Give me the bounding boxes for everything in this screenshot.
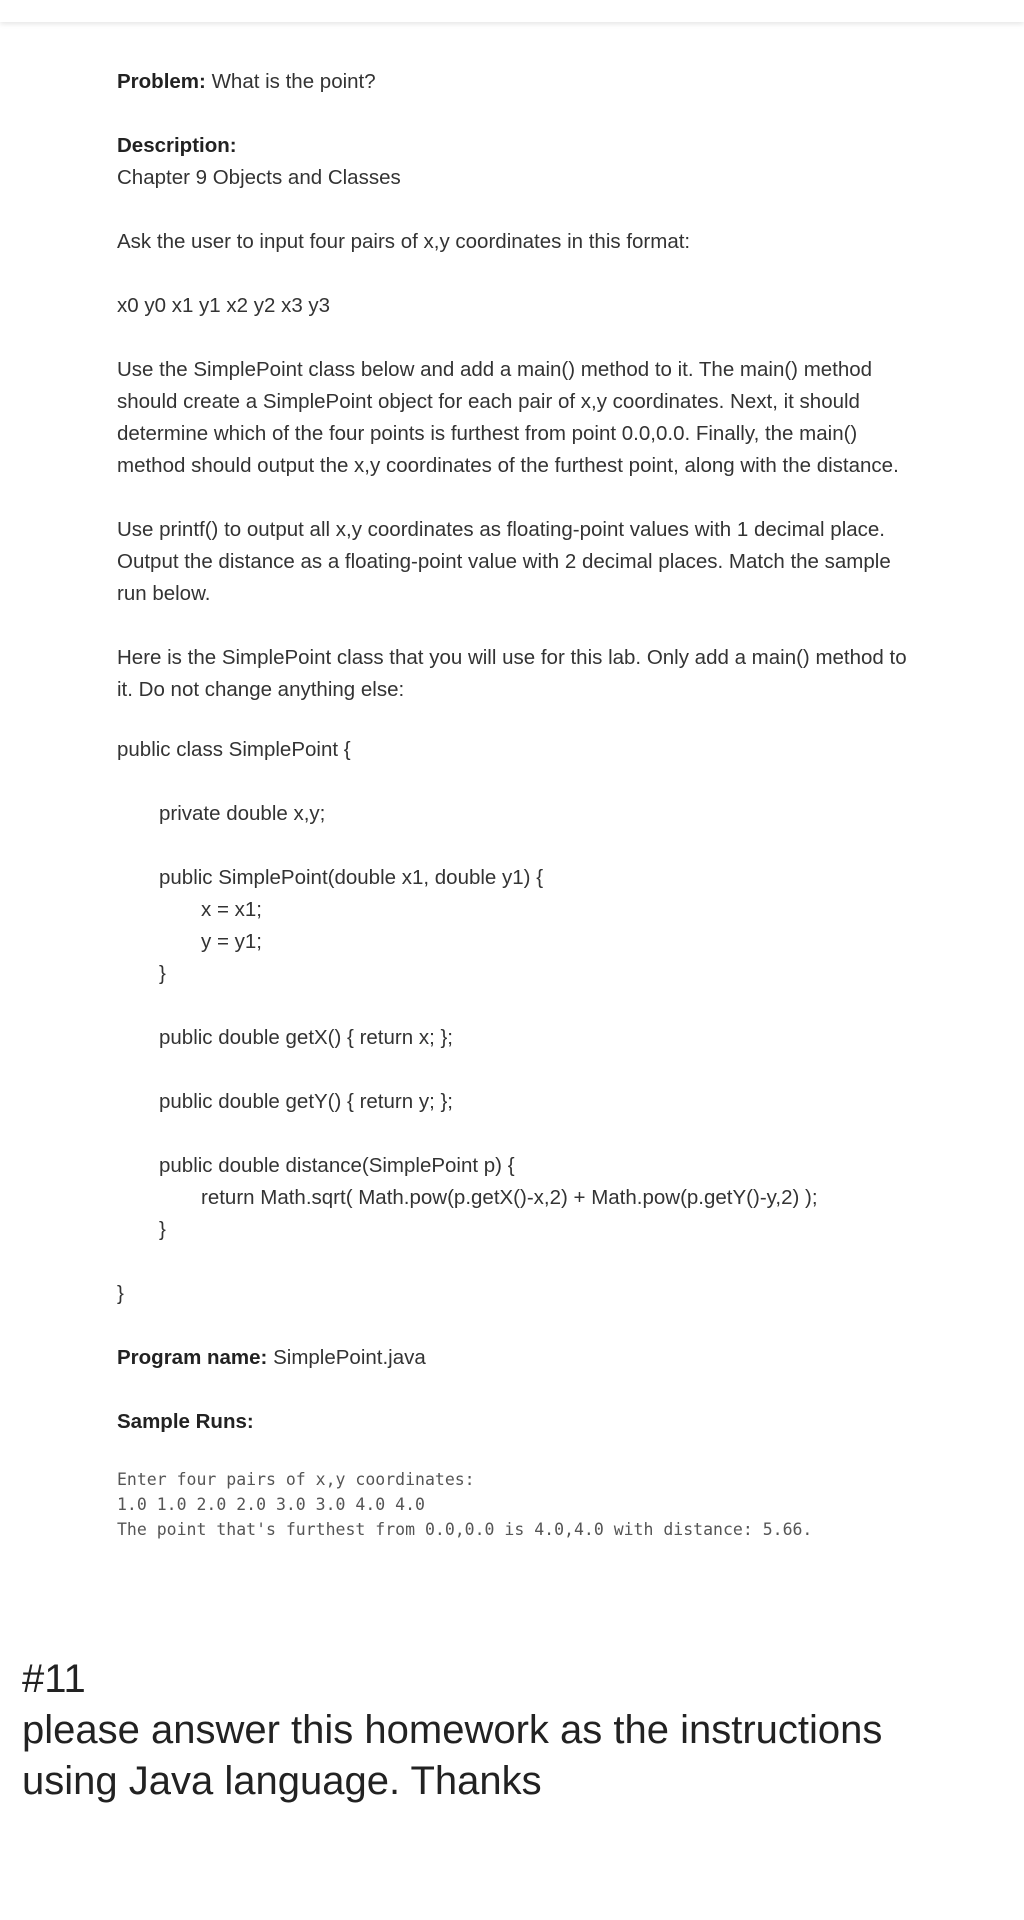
- code-line-close-constructor: }: [159, 962, 166, 985]
- code-line-assign-x: x = x1;: [201, 898, 262, 921]
- code-line-assign-y: y = y1;: [201, 930, 262, 953]
- format-text: x0 y0 x1 y1 x2 y2 x3 y3: [117, 294, 331, 317]
- problem-text: What is the point?: [211, 70, 376, 93]
- problem-label: Problem:: [117, 70, 206, 93]
- note-text-line: please answer this homework as the instructions: [22, 1708, 883, 1752]
- sample-output-line: 1.0 1.0 2.0 2.0 3.0 3.0 4.0 4.0: [117, 1495, 425, 1514]
- program-name-label: Program name:: [117, 1346, 268, 1369]
- program-name-value: SimplePoint.java: [273, 1346, 426, 1369]
- top-bar: [0, 0, 1024, 22]
- code-line-gety: public double getY() { return y; };: [159, 1090, 454, 1113]
- sample-output-line: The point that's furthest from 0.0,0.0 is 4.0,4.0 with distance: 5.66.: [117, 1520, 813, 1539]
- paragraph-main: Use the SimplePoint class below and add a main() method to it. The main() method should create a SimplePoint object for each pair of x,y coordinates. Next, it should determine which of the four points is furthest from point 0.0,0.0. Finally, the main() method should output the x,y coordinates of the furthest point, along with the distance.: [117, 358, 899, 477]
- code-line-close-class: }: [117, 1282, 124, 1305]
- code-line-close-method: }: [159, 1218, 166, 1241]
- chapter-text: Chapter 9 Objects and Classes: [117, 166, 401, 189]
- code-line-getx: public double getX() { return x; };: [159, 1026, 454, 1049]
- sample-runs-label: Sample Runs:: [117, 1410, 254, 1433]
- paragraph-class: Here is the SimplePoint class that you will use for this lab. Only add a main() method to it. Do not change anything else:: [117, 646, 907, 701]
- problem-line: [117, 66, 947, 98]
- code-line-constructor: public SimplePoint(double x1, double y1) {: [159, 866, 544, 889]
- note-number: #11: [22, 1657, 86, 1701]
- intro-text: Ask the user to input four pairs of x,y coordinates in this format:: [117, 230, 691, 253]
- sample-output-line: Enter four pairs of x,y coordinates:: [117, 1470, 475, 1489]
- program-name-line: [117, 1342, 947, 1374]
- code-line-class-decl: public class SimplePoint {: [117, 738, 351, 761]
- code-line-fields: private double x,y;: [159, 802, 326, 825]
- code-line-return: return Math.sqrt( Math.pow(p.getX()-x,2) + Math.pow(p.getY()-y,2) );: [201, 1186, 818, 1209]
- paragraph-printf: Use printf() to output all x,y coordinates as floating-point values with 1 decimal place. Output the distance as a floating-point value with 2 decimal places. Match the sample run below.: [117, 518, 891, 605]
- description-label: Description:: [117, 134, 237, 157]
- note-text-line: using Java language. Thanks: [22, 1759, 542, 1803]
- code-line-distance: public double distance(SimplePoint p) {: [159, 1154, 515, 1177]
